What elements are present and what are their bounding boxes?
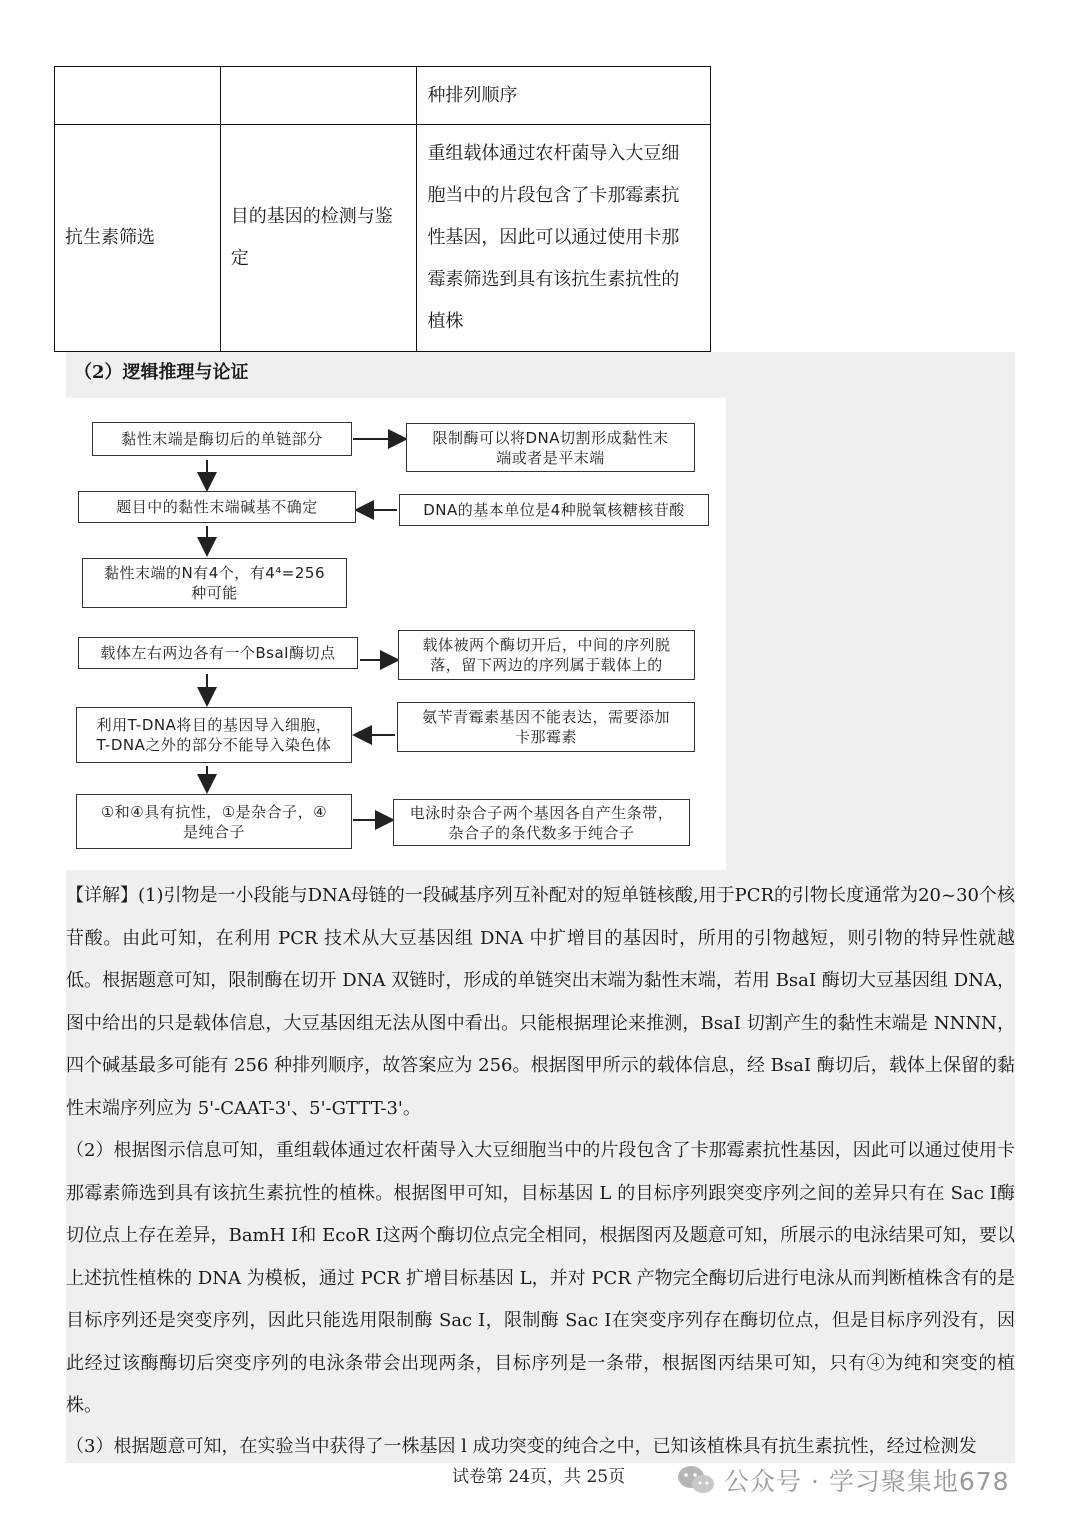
table-cell: [55, 67, 221, 125]
explanation-paragraph-1: 【详解】(1)引物是一小段能与DNA母链的一段碱基序列互补配对的短单链核酸,用于PCR的引物长度通常为20~30个核苷酸。由此可知，在利用 PCR 技术从大豆基因组 DNA 中扩增目的基因时，所用的引物越短，则引物的特异性就越低。根据题意可知，限制酶在切开 DNA 双链时，形成的单链突出末端为黏性末端，若用 BsaI 酶切大豆基因组 DNA，图中给出的只是载体信息，大豆基因组无法从图中看出。只能根据理论来推测，BsaI 切割产生的黏性末端是 NNNN，四个碱基最多可能有 256 种排列顺序，故答案应为 256。根据图甲所示的载体信息，经 BsaI 酶切后，载体上保留的黏性末端序列应为 5'-CAAT-3'、5'-GTTT-3'。: [66, 885, 1015, 1119]
box-text: 黏性末端是酶切后的单链部分: [121, 430, 323, 448]
box-text: 载体左右两边各有一个BsaI酶切点: [100, 644, 336, 662]
table-cell: 抗生素筛选: [55, 125, 221, 352]
box-text: 氨苄青霉素基因不能表达，需要添加: [421, 708, 670, 726]
flow-box: [82, 558, 347, 608]
box-text: 电泳时杂合子两个基因各自产生条带，: [409, 803, 674, 822]
wechat-icon: [676, 1464, 716, 1496]
page-footer: 试卷第 24页，共 25页: [452, 1467, 626, 1487]
watermark: [676, 1462, 1010, 1498]
table-cell: [220, 67, 417, 125]
table-cell: [417, 125, 711, 352]
table-cell: 种排列顺序: [417, 67, 711, 125]
box-text: 载体被两个酶切开后，中间的序列脱: [422, 636, 671, 654]
box-text: 端或者是平末端: [496, 448, 605, 467]
box-text: DNA的基本单位是4种脱氧核糖核苷酸: [423, 501, 685, 519]
flow-box: [78, 637, 358, 669]
cell-line: 重组载体通过农杆菌导入大豆细: [427, 143, 680, 164]
box-text: 黏性末端的N有4个，有4⁴=256: [103, 564, 326, 582]
flow-box: [76, 794, 352, 849]
box-text: 杂合子的条代数多于纯合子: [448, 823, 635, 842]
flow-diagram: [66, 398, 726, 870]
box-text: 落，留下两边的序列属于载体上的: [430, 656, 663, 674]
table-cell: [220, 125, 417, 352]
table-row: [55, 67, 711, 125]
box-text: 限制酶可以将DNA切割形成黏性末: [432, 428, 669, 447]
box-text: ①和④具有抗性，①是杂合子，④: [100, 802, 328, 821]
flow-box: [92, 422, 352, 456]
watermark-text: 公众号 · 学习聚集地678: [724, 1467, 1010, 1496]
box-text: 卡那霉素: [514, 728, 577, 746]
flow-box: [406, 423, 695, 472]
flow-box: [393, 799, 690, 846]
explanation-paragraph-2: （2）根据图示信息可知，重组载体通过农杆菌导入大豆细胞当中的片段包含了卡那霉素抗性基因，因此可以通过使用卡那霉素筛选到具有该抗生素抗性的植株。根据图甲可知，目标基因 L 的目标序列跟突变序列之间的差异只有在 Sac Ⅰ酶切位点上存在差异，BamH Ⅰ和 EcoR Ⅰ这两个酶切位点完全相同，根据图丙及题意可知，所展示的电泳结果可知，要以上述抗性植株的 DNA 为模板，通过 PCR 扩增目标基因 L，并对 PCR 产物完全酶切后进行电泳从而判断植株含有的是目标序列还是突变序列，因此只能选用限制酶 Sac Ⅰ，限制酶 Sac Ⅰ在突变序列存在酶切位点，但是目标序列没有，因此经过该酶酶切后突变序列的电泳条带会出现两条，目标序列是一条带，根据图丙结果可知，只有④为纯和突变的植株。: [66, 1140, 1015, 1416]
box-text: 是纯合子: [182, 822, 245, 841]
box-text: 利用T-DNA将目的基因导入细胞，: [96, 716, 332, 734]
explanation-paragraph-3: （3）根据题意可知，在实验当中获得了一株基因 l 成功突变的纯合之中，已知该植株具有抗生素抗性，经过检测发: [66, 1436, 977, 1457]
cell-line: 定: [230, 248, 249, 269]
flow-box: [398, 630, 695, 680]
box-text: T-DNA之外的部分不能导入染色体: [96, 736, 332, 754]
flow-box: [399, 494, 709, 526]
cell-line: 性基因，因此可以通过使用卡那: [427, 227, 680, 248]
flow-box: [397, 702, 695, 752]
cell-line: 植株: [427, 311, 464, 332]
cell-line: 胞当中的片段包含了卡那霉素抗: [427, 185, 680, 206]
flow-box: [76, 707, 352, 763]
section-title: （2）逻辑推理与论证: [74, 362, 249, 383]
flow-box: [78, 491, 356, 523]
table-row: [55, 125, 711, 352]
info-table: [54, 66, 711, 352]
cell-line: 目的基因的检测与鉴: [230, 206, 393, 227]
cell-line: 霉素筛选到具有该抗生素抗性的: [427, 269, 680, 290]
box-text: 题目中的黏性末端碱基不确定: [116, 498, 318, 516]
box-text: 种可能: [191, 584, 238, 602]
